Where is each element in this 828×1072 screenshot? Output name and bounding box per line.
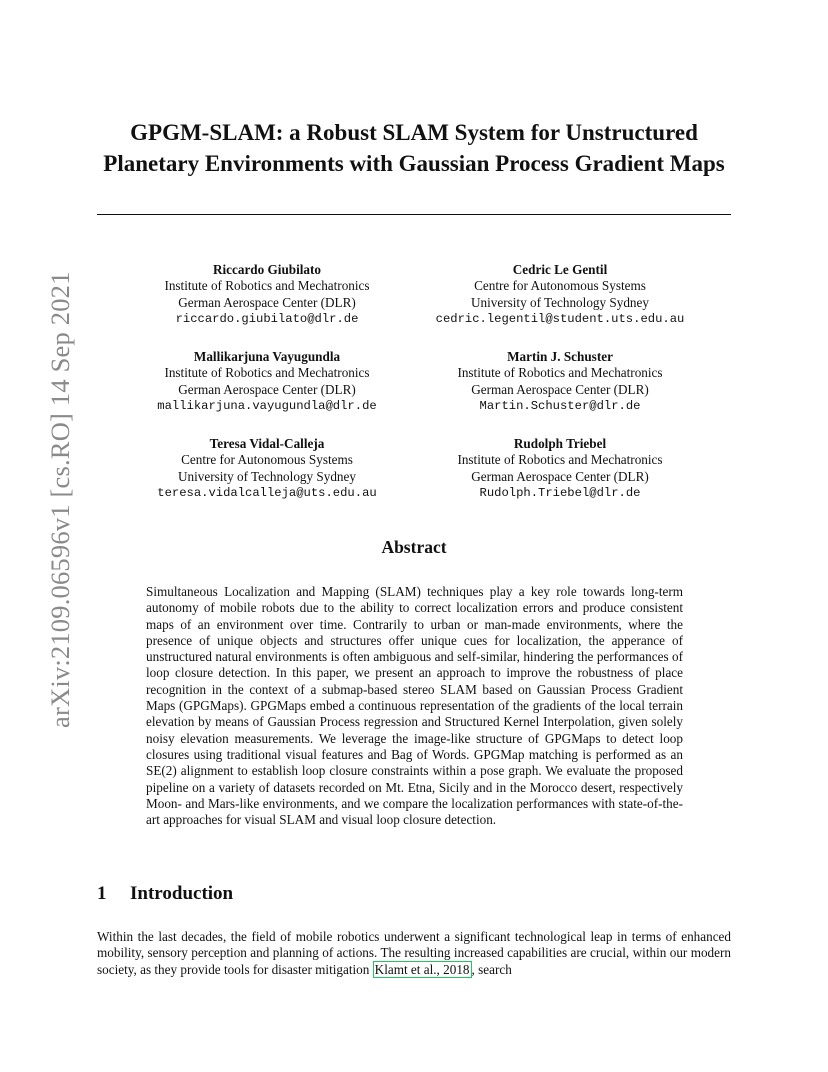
author-affiliation: Institute of Robotics and Mechatronics: [457, 452, 663, 468]
author-email[interactable]: mallikarjuna.vayugundla@dlr.de: [157, 398, 377, 413]
author-block: [107, 349, 427, 414]
author-email[interactable]: teresa.vidalcalleja@uts.edu.au: [157, 485, 377, 500]
author-affiliation: Institute of Robotics and Mechatronics: [457, 365, 663, 381]
author-affiliation: University of Technology Sydney: [471, 294, 649, 310]
author-block: [400, 262, 720, 327]
author-name: Martin J. Schuster: [507, 349, 613, 364]
author-affiliation: Institute of Robotics and Mechatronics: [164, 278, 370, 294]
author-affiliation: Centre for Autonomous Systems: [181, 452, 353, 468]
abstract-heading: Abstract: [381, 537, 447, 557]
author-name: Mallikarjuna Vayugundla: [193, 349, 341, 364]
author-name: Cedric Le Gentil: [512, 262, 608, 277]
author-affiliation: German Aerospace Center (DLR): [471, 468, 649, 484]
section-title: Introduction: [130, 883, 234, 904]
author-affiliation: German Aerospace Center (DLR): [178, 381, 356, 397]
author-name: Rudolph Triebel: [513, 436, 607, 451]
introduction-body: [97, 929, 731, 978]
author-block: [400, 349, 720, 414]
author-email[interactable]: Rudolph.Triebel@dlr.de: [479, 485, 641, 500]
title-rule: [97, 214, 731, 215]
author-affiliation: University of Technology Sydney: [178, 468, 356, 484]
author-affiliation: German Aerospace Center (DLR): [471, 381, 649, 397]
introduction-text: , search: [471, 961, 512, 977]
author-email[interactable]: Martin.Schuster@dlr.de: [479, 398, 641, 413]
arxiv-stamp: arXiv:2109.06596v1 [cs.RO] 14 Sep 2021: [45, 271, 75, 728]
author-affiliation: Institute of Robotics and Mechatronics: [164, 365, 370, 381]
abstract-body: Simultaneous Localization and Mapping (SLAM) techniques play a key role towards long-term autonomy of mobile robots due to the ability to correct localization errors and produce consistent maps of an environment over time. Contrarily to urban or man-made environments, where the presence of unique objects and structures offer unique cues for localization, the apperance of unstructured natural environments is often ambiguous and self-similar, hindering the performances of loop closure detection. In this paper, we present an approach to improve the robustness of place recognition in the context of a submap-based stereo SLAM based on Gaussian Process Gradient Maps (GPGMaps). GPGMaps embed a continuous representation of the gradients of the local terrain elevation by means of Gaussian Process regression and Structured Kernel Interpolation, given solely noisy elevation measurements. We leverage the image-like structure of GPGMaps to detect loop closures using traditional visual features and Bag of Words. GPGMap matching is performed as an SE(2) alignment to establish loop closure constraints within a pose graph. We evaluate the proposed pipeline on a variety of datasets recorded on Mt. Etna, Sicily and in the Morocco desert, respectively Moon- and Mars-like environments, and we compare the localization performances with state-of-the-art approaches for visual SLAM and visual loop closure detection.: [146, 584, 683, 828]
author-name: Riccardo Giubilato: [212, 262, 322, 277]
author-affiliation: German Aerospace Center (DLR): [178, 294, 356, 310]
citation-link[interactable]: Klamt et al., 2018: [374, 961, 470, 977]
author-email[interactable]: cedric.legentil@student.uts.edu.au: [435, 311, 685, 326]
paper-title: GPGM-SLAM: a Robust SLAM System for Unstructured Planetary Environments with Gaussian Process Gradient Maps: [103, 120, 725, 176]
author-block: [107, 262, 427, 327]
author-block: [400, 436, 720, 501]
author-email[interactable]: riccardo.giubilato@dlr.de: [175, 311, 359, 326]
section-heading: [97, 883, 233, 905]
author-block: [107, 436, 427, 501]
author-name: Teresa Vidal-Calleja: [209, 436, 325, 451]
introduction-text: Within the last decades, the field of mobile robotics underwent a significant technological leap in terms of enhanced mobility, sensory perception and planning of actions. The resulting increased capabilities are crucial, within our modern society, as they provide tools for disaster mitigation: [97, 929, 731, 977]
section-number: 1: [97, 883, 107, 904]
author-affiliation: Centre for Autonomous Systems: [474, 278, 646, 294]
